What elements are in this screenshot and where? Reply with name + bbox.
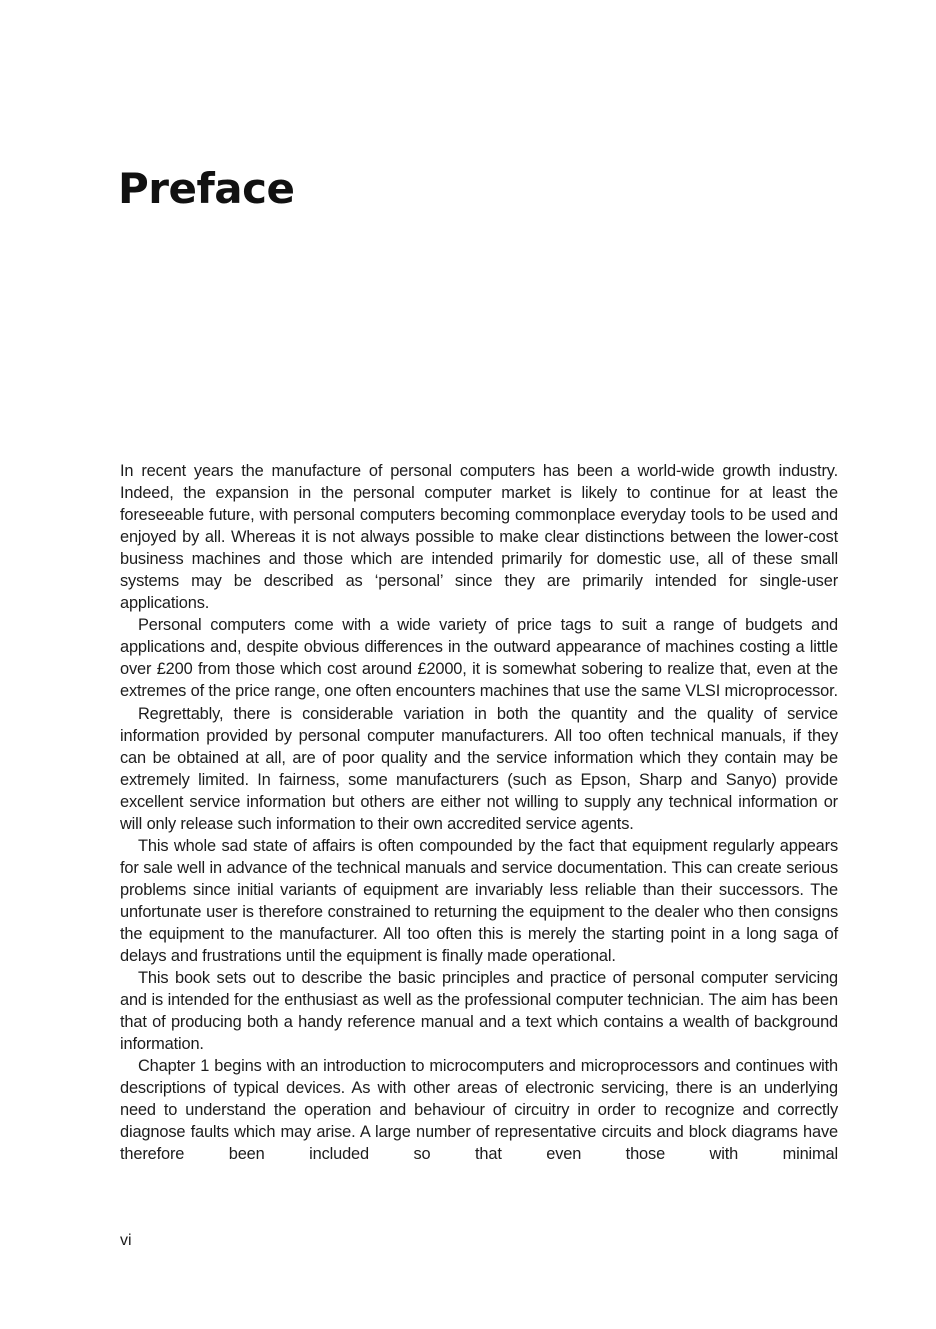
paragraph-4: This whole sad state of affairs is often compounded by the fact that equipment regularly appears for sale well in advance of the technical manuals and service documentation. This can create serious problems since initial variants of equipment are invariably less reliable than their successors. The unfortunate user is therefore constrained to returning the equipment to the dealer who then consigns the equipment to the manufacturer. All too often this is merely the starting point in a long saga of delays and frustrations until the equipment is finally made operational.	[120, 836, 838, 966]
paragraph-3: Regrettably, there is considerable variation in both the quantity and the quality of service information provided by personal computer manufacturers. All too often technical manuals, if they can be obtained at all, are of poor quality and the service information which they contain may be extremely limited. In fairness, some manufacturers (such as Epson, Sharp and Sanyo) provide excellent service information but others are either not willing to supply any technical information or will only release such information to their own accredited service agents.	[120, 704, 838, 833]
paragraph-2: Personal computers come with a wide variety of price tags to suit a range of budgets and applications and, despite obvious differences in the outward appearance of machines costing a little over £200 from those which cost around £2000, it is somewhat sobering to realize that, even at the extremes of the price range, one often encounters machines that use the same VLSI microprocessor.	[120, 616, 838, 701]
paragraph-1: In recent years the manufacture of personal computers has been a world-wide growth industry. Indeed, the expansion in the personal computer market is likely to continue for at least the foreseeable future, with personal computers becoming commonplace everyday tools to be used and enjoyed by all. Whereas it is not always possible to make clear distinctions between the lower-cost business machines and those which are intended primarily for domestic use, all of these small systems may be described as ‘personal’ since they are primarily intended for single-user applications.	[120, 462, 838, 613]
page-number: vi	[120, 1232, 132, 1249]
paragraph-6: Chapter 1 begins with an introduction to microcomputers and microprocessors and continues with descriptions of typical devices. As with other areas of electronic servicing, there is an underlying need to understand the operation and behaviour of circuitry in order to recognize and correctly diagnose faults which may arise. A large number of representative circuits and block diagrams have therefore been included so that even those with minimal	[120, 1057, 838, 1164]
paragraph-5: This book sets out to describe the basic principles and practice of personal computer servicing and is intended for the enthusiast as well as the professional computer technician. The aim has been that of producing both a handy reference manual and a text which contains a wealth of background information.	[120, 969, 838, 1054]
chapter-title: Preface	[118, 164, 295, 213]
preface-body	[120, 460, 838, 1166]
